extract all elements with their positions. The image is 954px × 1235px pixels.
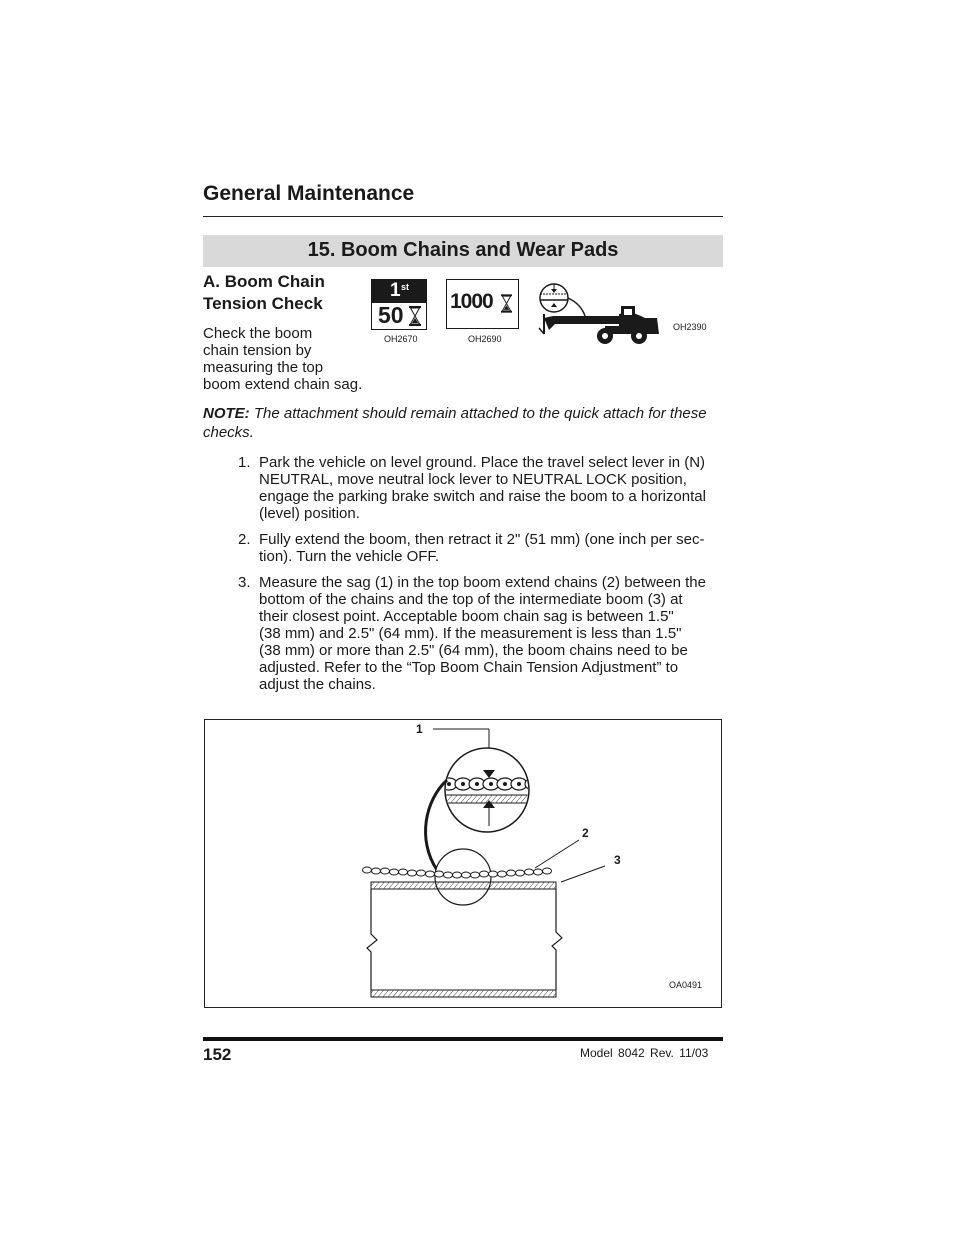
step-line: (38 mm) or more than 2.5" (64 mm), the boom chains need to be (259, 642, 688, 659)
intro-line: Check the boom (203, 325, 313, 342)
interval-hours: 1000 (450, 290, 493, 313)
intro-line: chain tension by (203, 342, 312, 359)
step-line: bottom of the chains and the top of the intermediate boom (3) at (259, 591, 683, 608)
figure-code: OA0491 (669, 980, 703, 990)
step-text (259, 454, 723, 522)
title-divider (203, 216, 723, 217)
step-number: 2. (238, 531, 251, 548)
first-service-icon (371, 279, 427, 329)
note-label: NOTE: (203, 405, 250, 422)
vehicle-code: OH2390 (673, 322, 707, 332)
step-line: tion). Turn the vehicle OFF. (259, 548, 440, 565)
callout-3: 3 (614, 853, 621, 867)
first-service-code: OH2670 (384, 334, 418, 344)
heading-line: Tension Check (203, 294, 323, 313)
step-line: engage the parking brake switch and raise the boom to a horizontal (259, 488, 706, 505)
step-line: NEUTRAL, move neutral lock lever to NEUTRAL LOCK position, (259, 471, 687, 488)
callout-1: 1 (416, 722, 423, 736)
note-paragraph (203, 404, 725, 442)
intro-line: measuring the top (203, 359, 324, 376)
step-line: adjusted. Refer to the “Top Boom Chain Tension Adjustment” to (259, 659, 679, 676)
heading-line: A. Boom Chain (203, 272, 325, 291)
hourglass-icon (409, 306, 421, 326)
step-line: their closest point. Acceptable boom chain sag is between 1.5" (259, 608, 674, 625)
footer-model-revision: Model 8042 Rev. 11/03 (580, 1046, 709, 1060)
footer-divider (203, 1037, 723, 1041)
section-title: General Maintenance (203, 182, 415, 205)
first-service-superscript: st (401, 282, 410, 292)
step-line: Fully extend the boom, then retract it 2" (51 mm) (one inch per sec- (259, 531, 705, 548)
telehandler-icon (535, 276, 661, 346)
step-number: 3. (238, 574, 251, 591)
step-line: (level) position. (259, 505, 360, 522)
step-text (259, 531, 723, 565)
step-line: Park the vehicle on level ground. Place the travel select lever in (N) (259, 454, 706, 471)
interval-icon (446, 279, 519, 329)
chain-sag-figure (204, 719, 722, 1008)
chain-sag-diagram (205, 720, 721, 1007)
note-text: The attachment should remain attached to the quick attach for these checks. (203, 405, 707, 441)
step-line: adjust the chains. (259, 676, 376, 693)
step-line: (38 mm) and 2.5" (64 mm). If the measurement is less than 1.5" (259, 625, 682, 642)
step-text (259, 574, 723, 693)
intro-line: boom extend chain sag. (203, 376, 363, 393)
subsection-title: 15. Boom Chains and Wear Pads (307, 239, 619, 261)
step-line: Measure the sag (1) in the top boom extend chains (2) between the (259, 574, 706, 591)
first-service-number: 1 (390, 280, 401, 301)
interval-code: OH2690 (468, 334, 502, 344)
callout-2: 2 (582, 826, 589, 840)
first-service-hours: 50 (378, 302, 404, 328)
page-number: 152 (203, 1045, 232, 1064)
intro-paragraph (203, 325, 378, 393)
subsection-a-heading (203, 271, 353, 315)
step-number: 1. (238, 454, 251, 471)
hourglass-icon (501, 294, 512, 313)
